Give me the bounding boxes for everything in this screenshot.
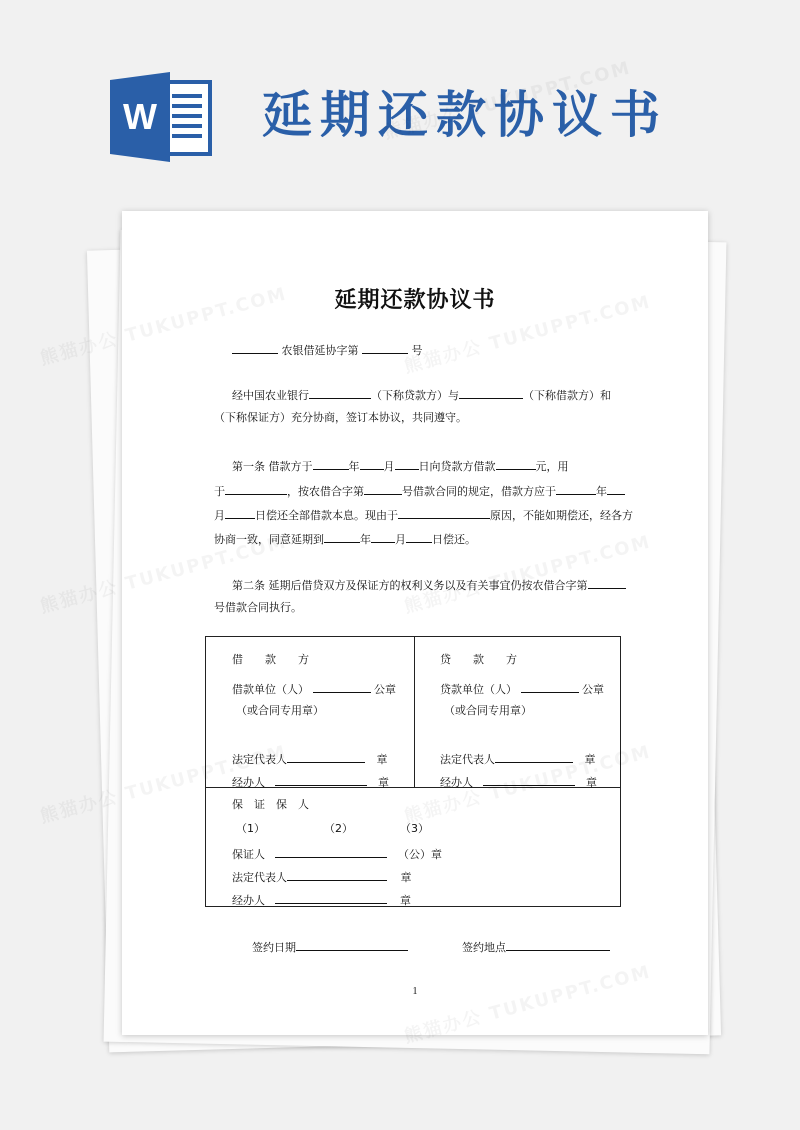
cell-label: （公）章 bbox=[398, 848, 442, 861]
article1-line-3 bbox=[214, 507, 633, 523]
cell-label: 贷款单位（人） bbox=[440, 683, 517, 696]
cell-label: 章 bbox=[586, 776, 597, 789]
blank-field[interactable] bbox=[459, 387, 523, 399]
blank-field[interactable] bbox=[483, 774, 575, 786]
cell-label: 章 bbox=[584, 753, 596, 766]
cell-label: 公章 bbox=[374, 683, 396, 696]
blank-field[interactable] bbox=[362, 342, 408, 354]
signature-table bbox=[205, 636, 621, 907]
cell-label: 法定代表人 bbox=[232, 871, 287, 884]
article-text: 日向贷款方借款 bbox=[418, 460, 496, 473]
lender-legal-rep bbox=[440, 751, 596, 767]
blank-field[interactable] bbox=[521, 681, 579, 693]
borrower-contract-seal: （或合同专用章） bbox=[236, 704, 324, 717]
blank-field[interactable] bbox=[395, 458, 419, 470]
blank-field[interactable] bbox=[275, 892, 387, 904]
article-text: 年 bbox=[596, 485, 607, 498]
cell-label: 经办人 bbox=[232, 894, 265, 907]
blank-field[interactable] bbox=[313, 458, 349, 470]
lender-contract-seal: （或合同专用章） bbox=[444, 704, 532, 717]
lender-header: 贷 款 方 bbox=[440, 653, 517, 666]
guarantor-header: 保 证 保 人 bbox=[232, 798, 309, 811]
document-page bbox=[122, 211, 708, 1035]
blank-field[interactable] bbox=[313, 681, 371, 693]
intro-text: （下称借款方）和 bbox=[523, 389, 611, 402]
document-title: 延期还款协议书 bbox=[334, 288, 496, 313]
blank-field[interactable] bbox=[406, 531, 432, 543]
lender-unit bbox=[440, 681, 604, 697]
word-logo-letter: W bbox=[123, 96, 157, 137]
blank-field[interactable] bbox=[496, 458, 536, 470]
cell-label: 章 bbox=[400, 894, 411, 907]
ref-suffix: 号 bbox=[411, 344, 423, 357]
blank-field[interactable] bbox=[275, 846, 387, 858]
article-text: ，按农借合字第 bbox=[287, 485, 364, 498]
intro-text: 经中国农业银行 bbox=[232, 389, 309, 402]
cell-label: 法定代表人 bbox=[440, 753, 495, 766]
article-text: 年 bbox=[360, 533, 371, 546]
article-text: 日偿还。 bbox=[432, 533, 476, 546]
guarantor-legal-rep bbox=[232, 869, 412, 885]
banner-title: 延期还款协议书 bbox=[262, 86, 668, 144]
blank-field[interactable] bbox=[324, 531, 360, 543]
signing-label: 签约地点 bbox=[462, 941, 506, 954]
cell-label: 法定代表人 bbox=[232, 753, 287, 766]
blank-field[interactable] bbox=[588, 577, 626, 589]
article-text: 月 bbox=[214, 509, 225, 522]
cell-label: 章 bbox=[400, 871, 412, 884]
article-text: 元，用 bbox=[535, 460, 569, 473]
article-text: 原因，不能如期偿还，经各方 bbox=[490, 509, 633, 522]
borrower-unit bbox=[232, 681, 396, 697]
article1-line-1 bbox=[232, 458, 569, 474]
blank-field[interactable] bbox=[371, 531, 395, 543]
signing-label: 签约日期 bbox=[252, 941, 296, 954]
cell-label: 经办人 bbox=[440, 776, 473, 789]
borrower-handler bbox=[232, 774, 389, 790]
page-number: 1 bbox=[412, 986, 418, 997]
blank-field[interactable] bbox=[360, 458, 384, 470]
blank-field[interactable] bbox=[275, 774, 367, 786]
blank-field[interactable] bbox=[225, 507, 255, 519]
reference-line bbox=[232, 342, 423, 358]
guarantor-number-2: （2） bbox=[324, 822, 353, 835]
lender-handler bbox=[440, 774, 597, 790]
signing-date bbox=[252, 939, 408, 955]
cell-label: 章 bbox=[376, 753, 388, 766]
article1-line-2 bbox=[214, 483, 625, 499]
article-text: 年 bbox=[348, 460, 360, 473]
blank-field[interactable] bbox=[556, 483, 596, 495]
cell-label: 借款单位（人） bbox=[232, 683, 309, 696]
cell-label: 保证人 bbox=[232, 848, 265, 861]
guarantor-number-1: （1） bbox=[236, 822, 265, 835]
blank-field[interactable] bbox=[607, 483, 625, 495]
intro-line-1 bbox=[232, 387, 611, 403]
blank-field[interactable] bbox=[364, 483, 402, 495]
blank-field[interactable] bbox=[287, 869, 387, 881]
cell-label: 经办人 bbox=[232, 776, 265, 789]
article-text: 月 bbox=[383, 460, 395, 473]
cell-label: 章 bbox=[378, 776, 389, 789]
word-document-icon bbox=[110, 72, 214, 162]
blank-field[interactable] bbox=[287, 751, 365, 763]
table-divider bbox=[414, 637, 415, 787]
article-text: 月 bbox=[395, 533, 406, 546]
article-text: 于 bbox=[214, 485, 225, 498]
borrower-legal-rep bbox=[232, 751, 388, 767]
borrower-header: 借 款 方 bbox=[232, 653, 309, 666]
article2-line-2: 号借款合同执行。 bbox=[214, 601, 302, 614]
article-text: 第二条 延期后借贷双方及保证方的权利义务以及有关事宜仍按农借合字第 bbox=[232, 579, 588, 592]
cell-label: 公章 bbox=[582, 683, 604, 696]
guarantor-signature bbox=[232, 846, 442, 862]
blank-field[interactable] bbox=[232, 342, 278, 354]
blank-field[interactable] bbox=[309, 387, 371, 399]
signing-place bbox=[462, 939, 610, 955]
intro-line-2: （下称保证方）充分协商，签订本协议，共同遵守。 bbox=[214, 411, 467, 424]
blank-field[interactable] bbox=[225, 483, 287, 495]
blank-field[interactable] bbox=[506, 939, 610, 951]
article1-line-4 bbox=[214, 531, 476, 547]
ref-label: 农银借延协字第 bbox=[281, 344, 359, 357]
blank-field[interactable] bbox=[296, 939, 408, 951]
article-text: 号借款合同的规定，借款方应于 bbox=[402, 485, 556, 498]
blank-field[interactable] bbox=[495, 751, 573, 763]
article2-line-1 bbox=[232, 577, 626, 593]
blank-field[interactable] bbox=[398, 507, 490, 519]
article-text: 日偿还全部借款本息。现由于 bbox=[255, 509, 398, 522]
intro-text: （下称贷款方）与 bbox=[371, 389, 459, 402]
guarantor-number-3: （3） bbox=[400, 822, 429, 835]
guarantor-handler bbox=[232, 892, 411, 908]
article-text: 第一条 借款方于 bbox=[232, 460, 313, 473]
article-text: 协商一致，同意延期到 bbox=[214, 533, 324, 546]
